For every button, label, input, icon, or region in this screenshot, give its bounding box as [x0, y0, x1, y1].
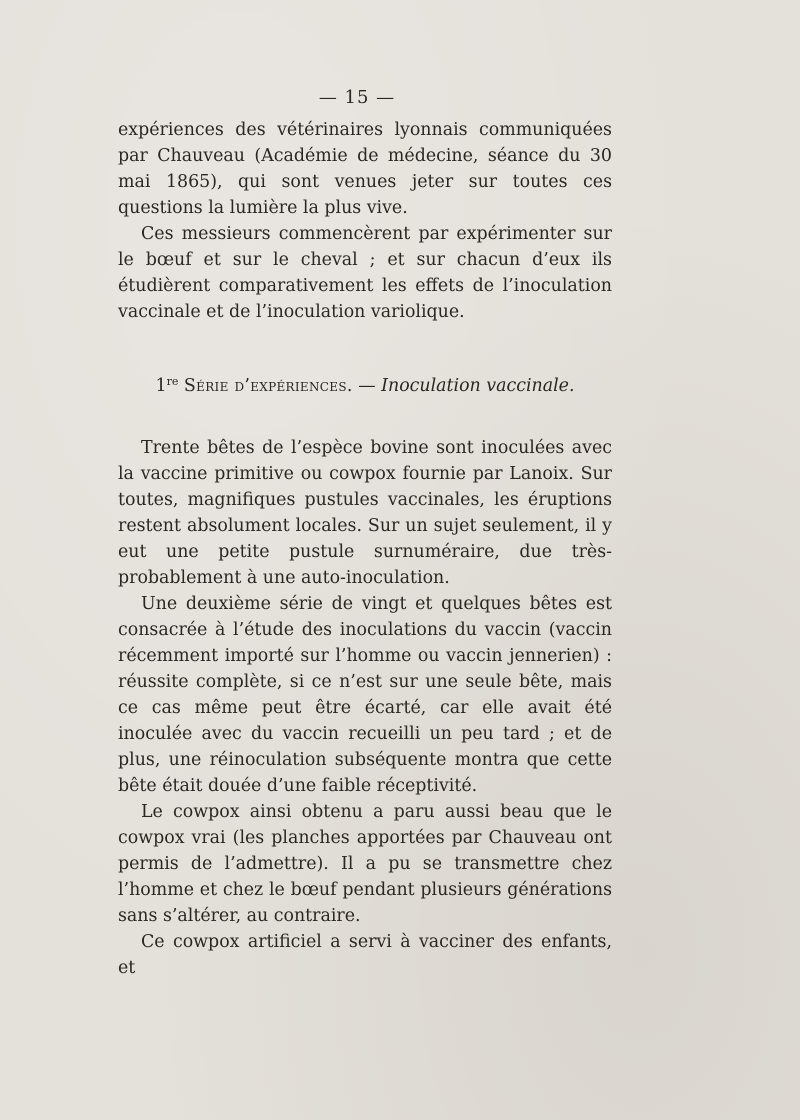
series-title: Inoculation vaccinale.: [381, 376, 575, 396]
section-heading: [118, 369, 612, 399]
paragraph: expériences des vétérinaires lyonnais communiquées par Chauveau (Académie de médecine, séance du 30 mai 1865), qui sont venues jeter sur toutes ces questions la lumière la plus vive.: [118, 120, 612, 218]
intro-text: [118, 117, 612, 325]
series-number-superscript: re: [166, 375, 179, 388]
series-number: 1: [155, 376, 167, 396]
series-label: Série d’expériences.: [183, 376, 353, 396]
paragraph: Le cowpox ainsi obtenu a paru aussi beau que le cowpox vrai (les planches apportées par Chauveau ont permis de l’admettre). Il a pu se transmettre chez l’homme et chez le bœuf pendant plusieurs générations sans s’altérer, au contraire.: [118, 802, 612, 926]
series-body-text: [118, 435, 612, 981]
paragraph: Ce cowpox artificiel a servi à vacciner des enfants, et: [118, 932, 612, 978]
paragraph: Une deuxième série de vingt et quelques bêtes est consacrée à l’étude des inoculations du vaccin (vaccin récemment importé sur l’homme ou vaccin jennerien) : réussite complète, si ce n’est sur une seule bête, mais ce cas même peut être écarté, car elle avait été inoculée avec du vaccin recueilli un peu tard ; et de plus, une réinoculation subséquente montra que cette bête était douée d’une faible réceptivité.: [118, 594, 612, 796]
page-number: — 15 —: [318, 87, 396, 108]
paragraph: Trente bêtes de l’espèce bovine sont inoculées avec la vaccine primitive ou cowpox fournie par Lanoix. Sur toutes, magnifiques pustules vaccinales, les éruptions restent absolument locales. Sur un sujet seulement, il y eut une petite pustule surnuméraire, due très-probablement à une auto-inoculation.: [118, 438, 612, 588]
paragraph: Ces messieurs commencèrent par expérimenter sur le bœuf et sur le cheval ; et sur chacun d’eux ils étudièrent comparativement les effets de l’inoculation vaccinale et de l’inoculation variolique.: [118, 224, 612, 322]
heading-dash: —: [358, 376, 376, 396]
